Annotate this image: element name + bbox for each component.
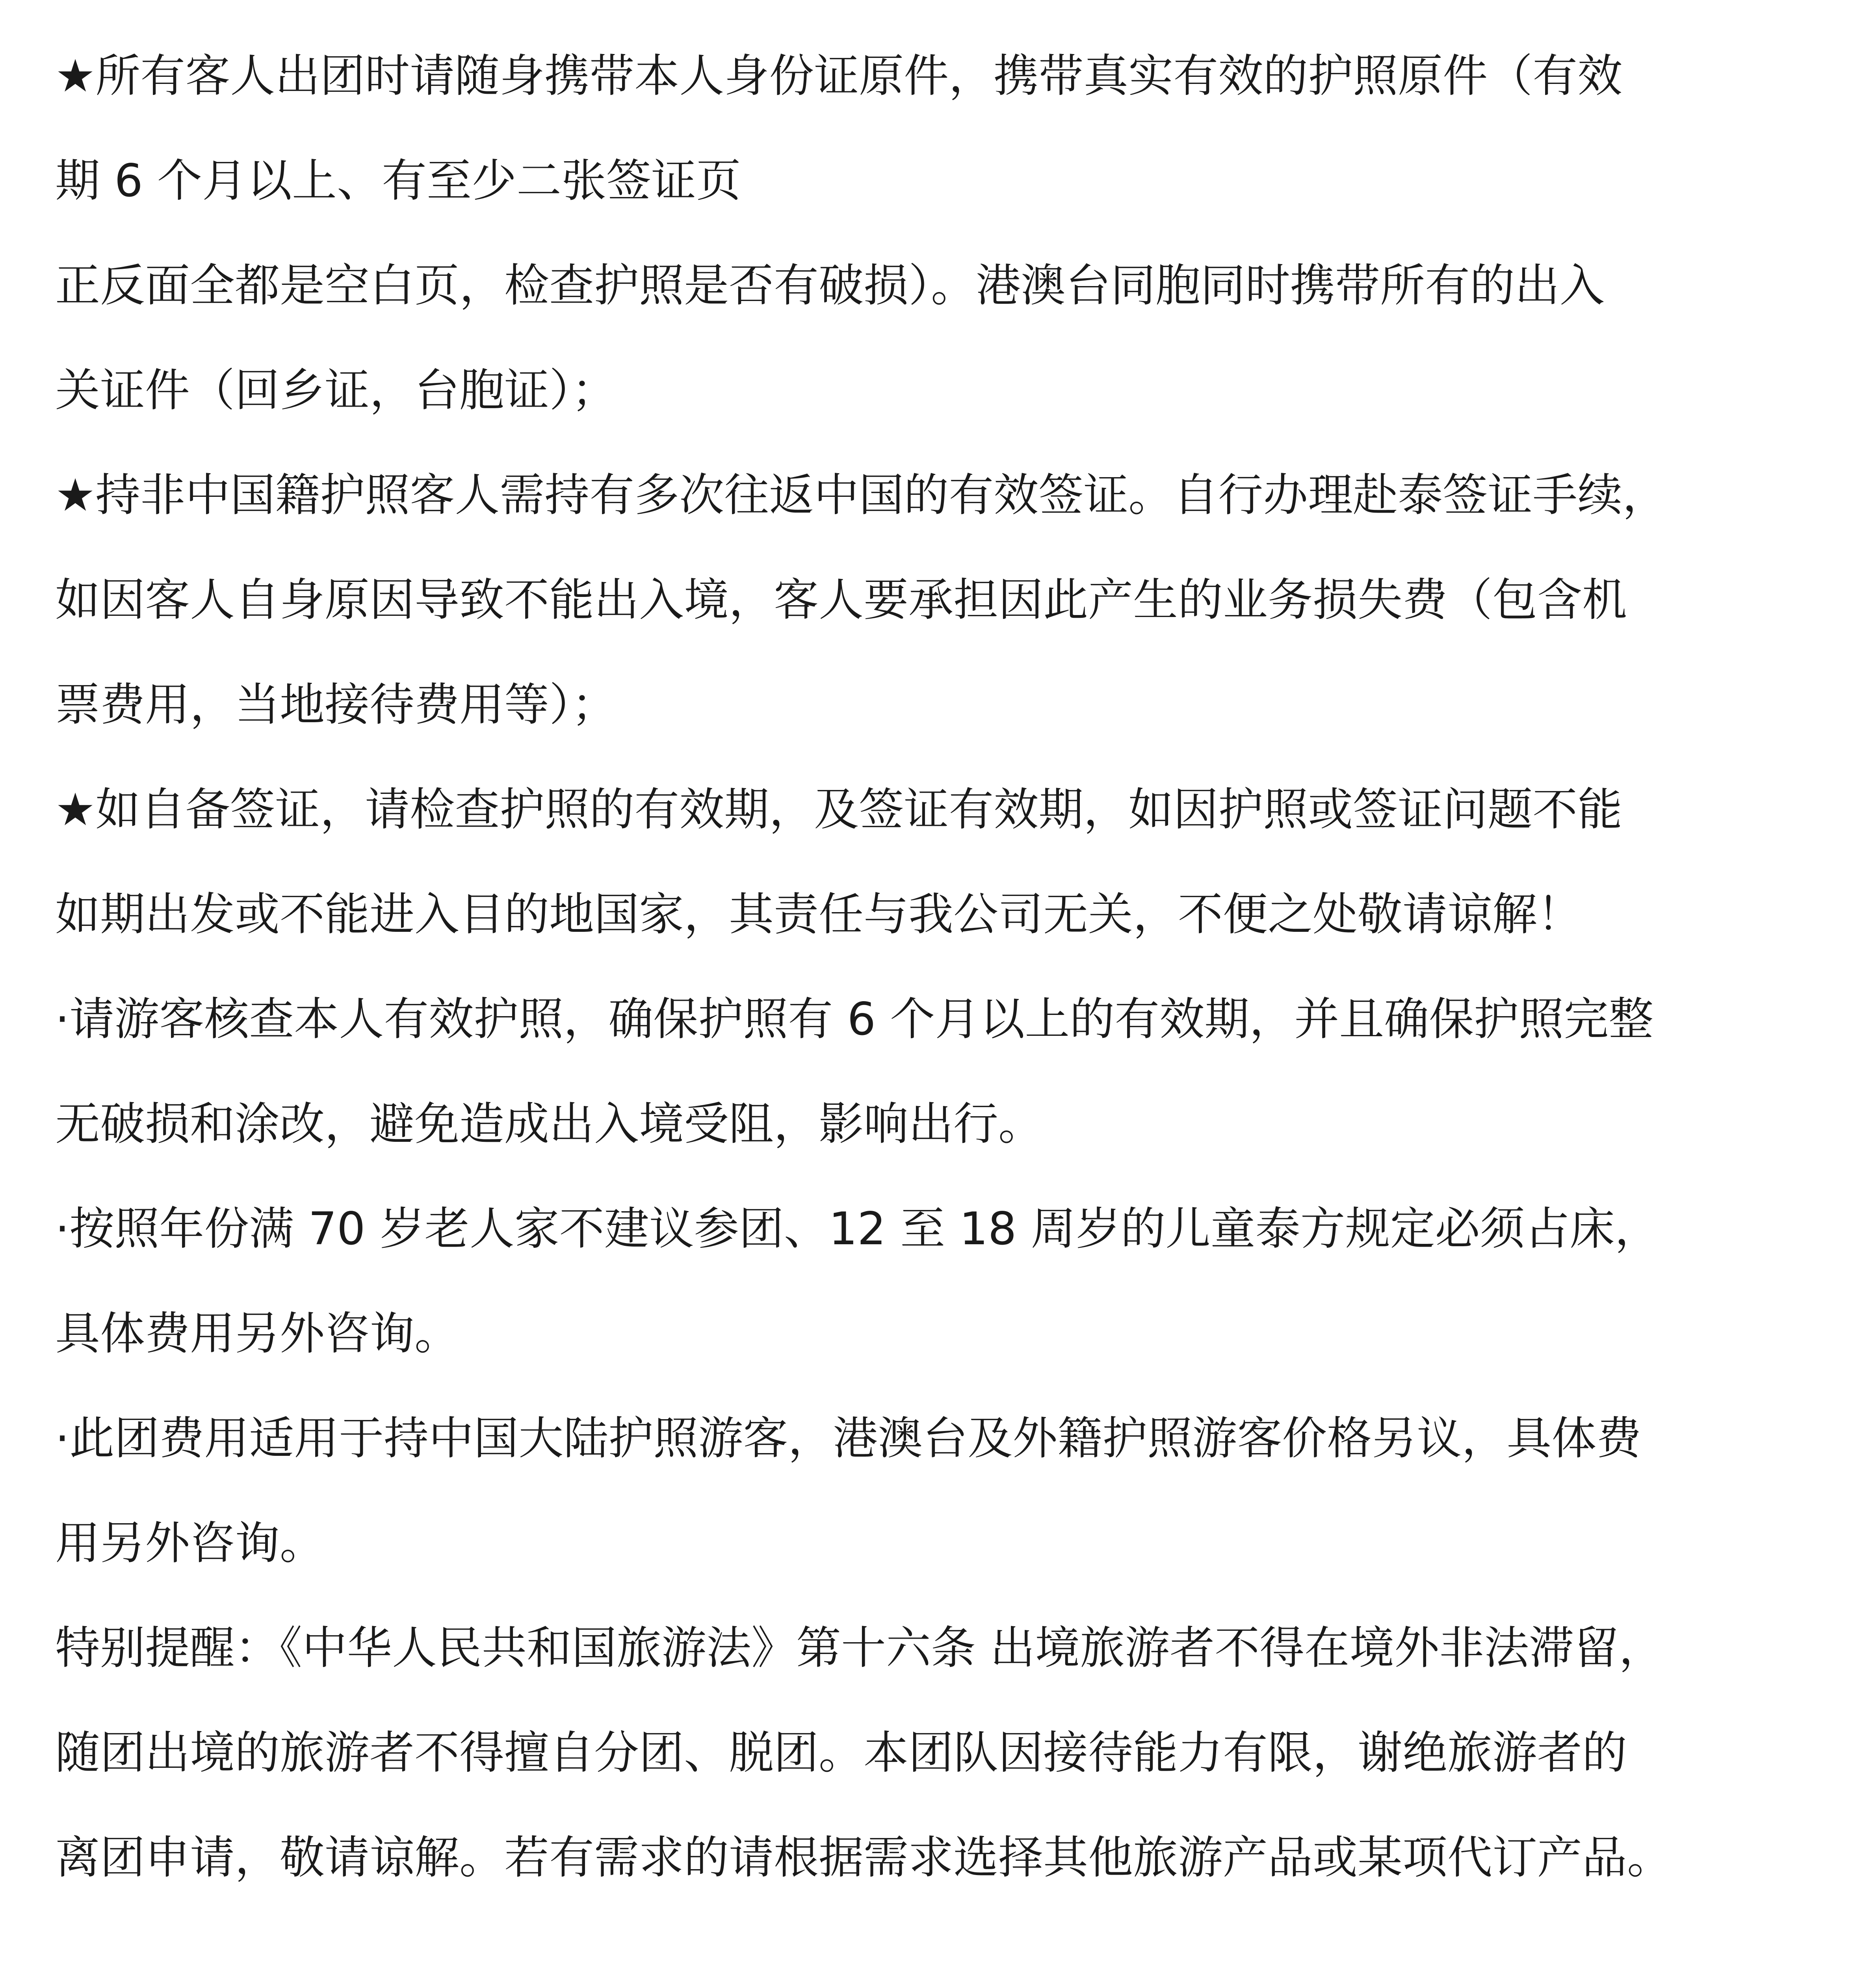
document-page xyxy=(55,24,1820,1970)
text-line: ·此团费用适用于持中国大陆护照游客，港澳台及外籍护照游客价格另议，具体费 xyxy=(55,1412,1642,1464)
text-line: 随团出境的旅游者不得擅自分团、脱团。本团队因接待能力有限，谢绝旅游者的 xyxy=(55,1727,1627,1779)
text-line: 无破损和涂改，避免造成出入境受阻，影响出行。 xyxy=(55,1098,1044,1150)
text-line: ·请游客核查本人有效护照，确保护照有 6 个月以上的有效期，并且确保护照完整 xyxy=(55,993,1654,1045)
text-line: 具体费用另外咨询。 xyxy=(55,1307,460,1360)
text-line: 关证件（回乡证，台胞证）； xyxy=(55,364,617,416)
text-line: 票费用，当地接待费用等）； xyxy=(55,678,617,731)
text-line: 正反面全都是空白页，检查护照是否有破损）。港澳台同胞同时携带所有的出入 xyxy=(55,259,1605,312)
blank-line xyxy=(55,1910,1820,1970)
text-line: ★如自备签证，请检查护照的有效期，及签证有效期，如因护照或签证问题不能 xyxy=(55,783,1623,836)
text-line: 如因客人自身原因导致不能出入境，客人要承担因此产生的业务损失费（包含机 xyxy=(55,574,1627,626)
text-line: ·按照年份满 70 岁老人家不建议参团、12 至 18 周岁的儿童泰方规定必须占床， xyxy=(55,1202,1660,1255)
text-line: 特别提醒：《中华人民共和国旅游法》第十六条 出境旅游者不得在境外非法滞留， xyxy=(55,1622,1664,1674)
text-line: 用另外咨询。 xyxy=(55,1517,325,1569)
text-line: 如期出发或不能进入目的地国家，其责任与我公司无关，不便之处敬请谅解！ xyxy=(55,888,1583,940)
text-line: 离团申请，敬请谅解。若有需求的请根据需求选择其他旅游产品或某项代订产品。 xyxy=(55,1831,1672,1884)
text-line: ★持非中国籍护照客人需持有多次往返中国的有效签证。自行办理赴泰签证手续， xyxy=(55,469,1668,521)
text-line: 期 6 个月以上、有至少二张签证页 xyxy=(55,154,741,207)
text-line: ★所有客人出团时请随身携带本人身份证原件，携带真实有效的护照原件（有效 xyxy=(55,50,1623,102)
